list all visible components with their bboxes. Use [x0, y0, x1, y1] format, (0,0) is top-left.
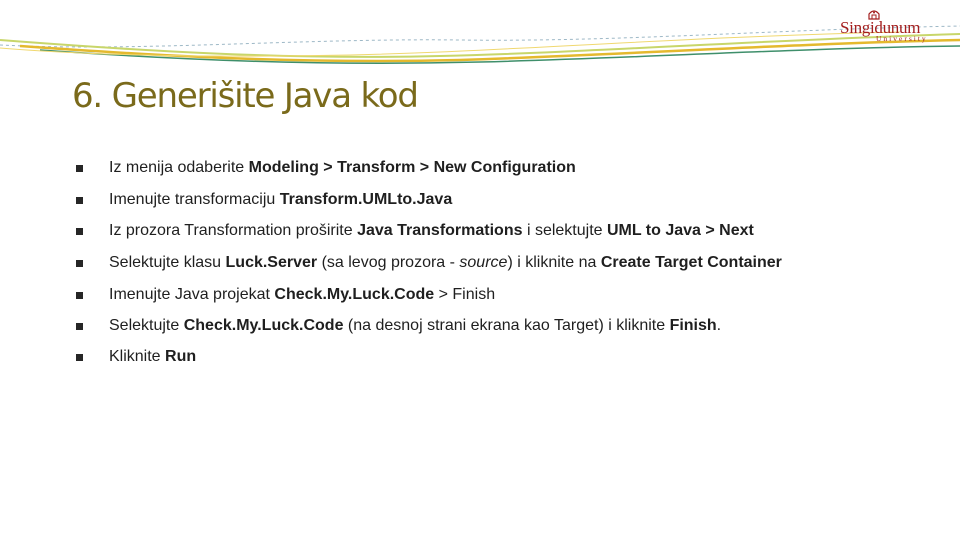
bold-text: Check.My.Luck.Code	[183, 317, 344, 334]
text-segment: ) i kliknite na	[507, 254, 601, 271]
text-segment: .	[716, 317, 722, 334]
square-bullet-icon	[76, 354, 83, 361]
logo-name: Singidunum	[840, 18, 921, 37]
bullet-text	[109, 222, 754, 240]
text-segment: (sa levog prozora -	[317, 254, 460, 271]
text-segment: i selektujte	[522, 222, 607, 239]
bold-text: Run	[165, 348, 197, 365]
bullet-text	[109, 317, 721, 335]
square-bullet-icon	[76, 323, 83, 330]
bold-text: Modeling > Transform > New Configuration	[248, 159, 576, 176]
list-item	[0, 189, 960, 213]
square-bullet-icon	[76, 292, 83, 299]
square-bullet-icon	[76, 260, 83, 267]
list-item	[0, 252, 960, 276]
text-segment: (na desnoj strani ekrana kao Target) i kliknite	[343, 317, 670, 334]
bullet-text	[109, 254, 782, 272]
italic-text: source	[459, 254, 508, 271]
bullet-text	[109, 348, 196, 366]
slide-title: 6. Generišite Java kod	[72, 76, 418, 116]
bold-text: Create Target Container	[600, 254, 782, 271]
list-item	[0, 284, 960, 308]
bold-text: Finish	[669, 317, 717, 334]
bullet-text	[109, 191, 452, 209]
bold-text: Check.My.Luck.Code	[274, 286, 435, 303]
logo-subtitle: University	[876, 34, 928, 43]
text-segment: Imenujte Java projekat	[109, 286, 275, 303]
bold-text: Transform.UMLto.Java	[279, 191, 453, 208]
list-item	[0, 315, 960, 339]
list-item	[0, 346, 960, 370]
text-segment: Selektujte	[109, 317, 184, 334]
bold-text: UML to Java > Next	[606, 222, 754, 239]
bullet-text	[109, 159, 576, 177]
square-bullet-icon	[76, 197, 83, 204]
text-segment: Iz prozora Transformation proširite	[109, 222, 358, 239]
text-segment: Kliknite	[109, 348, 166, 365]
bold-text: Luck.Server	[225, 254, 318, 271]
text-segment: > Finish	[434, 286, 496, 303]
list-item	[0, 220, 960, 244]
text-segment: Imenujte transformaciju	[109, 191, 280, 208]
bold-text: Java Transformations	[357, 222, 523, 239]
bullet-text	[109, 286, 495, 304]
text-segment: Iz menija odaberite	[109, 159, 249, 176]
text-segment: Selektujte klasu	[109, 254, 226, 271]
square-bullet-icon	[76, 165, 83, 172]
list-item	[0, 157, 960, 181]
square-bullet-icon	[76, 228, 83, 235]
